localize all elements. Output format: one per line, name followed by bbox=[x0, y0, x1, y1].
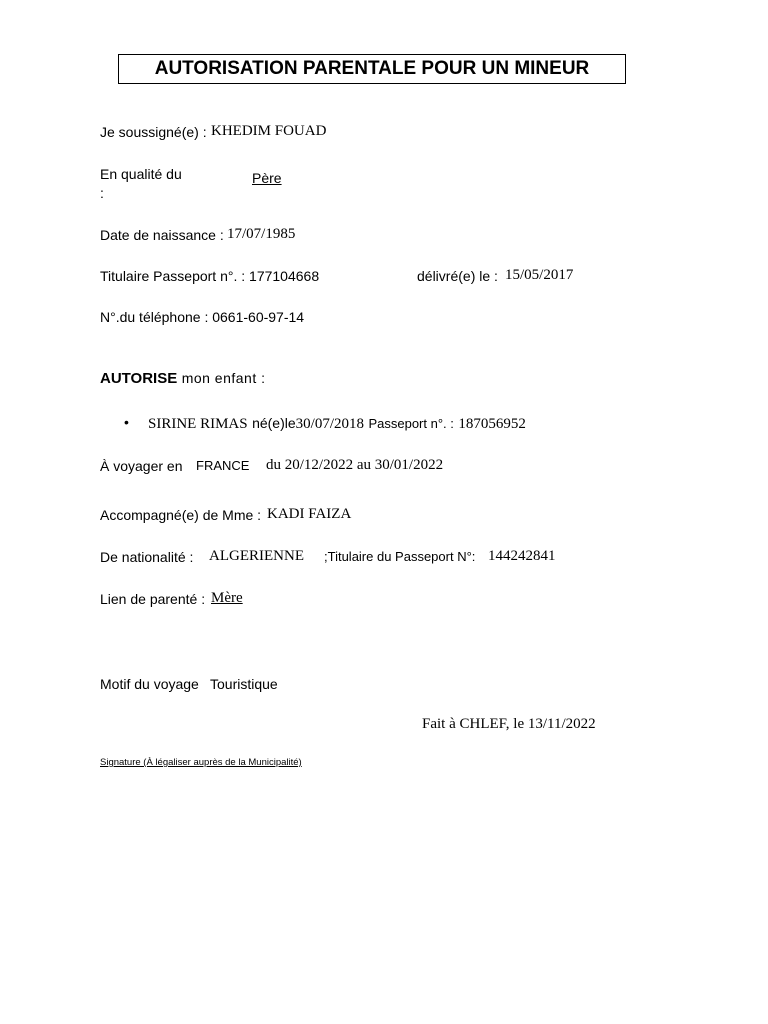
nationalite-passport-label: ;Titulaire du Passeport N°: bbox=[324, 549, 476, 564]
naissance-value: 17/07/1985 bbox=[227, 226, 296, 242]
qualite-label: En qualité du bbox=[100, 166, 182, 182]
soussigne-value: KHEDIM FOUAD bbox=[211, 123, 327, 139]
soussigne-label: Je soussigné(e) : bbox=[100, 124, 207, 140]
enfant-line bbox=[148, 415, 526, 433]
bullet-icon: • bbox=[124, 414, 129, 430]
motif-label: Motif du voyage bbox=[100, 676, 199, 692]
accompagne-value: KADI FAIZA bbox=[267, 506, 352, 522]
motif-value: Touristique bbox=[210, 676, 278, 692]
lien-value: Mère bbox=[211, 590, 243, 606]
telephone-label: N°.du téléphone : 0661-60-97-14 bbox=[100, 309, 305, 325]
autorise-rest: mon enfant : bbox=[181, 370, 266, 386]
voyage-label: À voyager en bbox=[100, 458, 183, 474]
nationalite-value: ALGERIENNE bbox=[209, 548, 304, 564]
lien-label: Lien de parenté : bbox=[100, 591, 206, 607]
qualite-value: Père bbox=[252, 170, 282, 186]
accompagne-label: Accompagné(e) de Mme : bbox=[100, 507, 262, 523]
autorise-line bbox=[100, 370, 266, 388]
delivre-value: 15/05/2017 bbox=[505, 267, 574, 283]
nationalite-passport: 144242841 bbox=[488, 548, 556, 564]
enfant-ne-label: né(e)le bbox=[252, 415, 296, 431]
nationalite-label: De nationalité : bbox=[100, 549, 194, 565]
enfant-birth: 30/07/2018 bbox=[295, 416, 364, 432]
delivre-label: délivré(e) le : bbox=[417, 268, 498, 284]
enfant-passport-label: Passeport n°. : bbox=[368, 416, 454, 431]
passeport-parent-label: Titulaire Passeport n°. : 177104668 bbox=[100, 268, 320, 284]
enfant-name: SIRINE RIMAS bbox=[148, 416, 248, 432]
voyage-country: FRANCE bbox=[196, 458, 250, 473]
naissance-label: Date de naissance : bbox=[100, 227, 224, 243]
document-title: AUTORISATION PARENTALE POUR UN MINEUR bbox=[118, 54, 626, 84]
qualite-label-colon: : bbox=[100, 185, 104, 201]
voyage-dates: du 20/12/2022 au 30/01/2022 bbox=[266, 457, 444, 473]
enfant-passport: 187056952 bbox=[458, 416, 526, 432]
signature-label: Signature (À légaliser auprès de la Municipalité) bbox=[100, 757, 302, 768]
autorise-bold: AUTORISE bbox=[100, 370, 178, 387]
fait-text: Fait à CHLEF, le 13/11/2022 bbox=[422, 716, 596, 732]
